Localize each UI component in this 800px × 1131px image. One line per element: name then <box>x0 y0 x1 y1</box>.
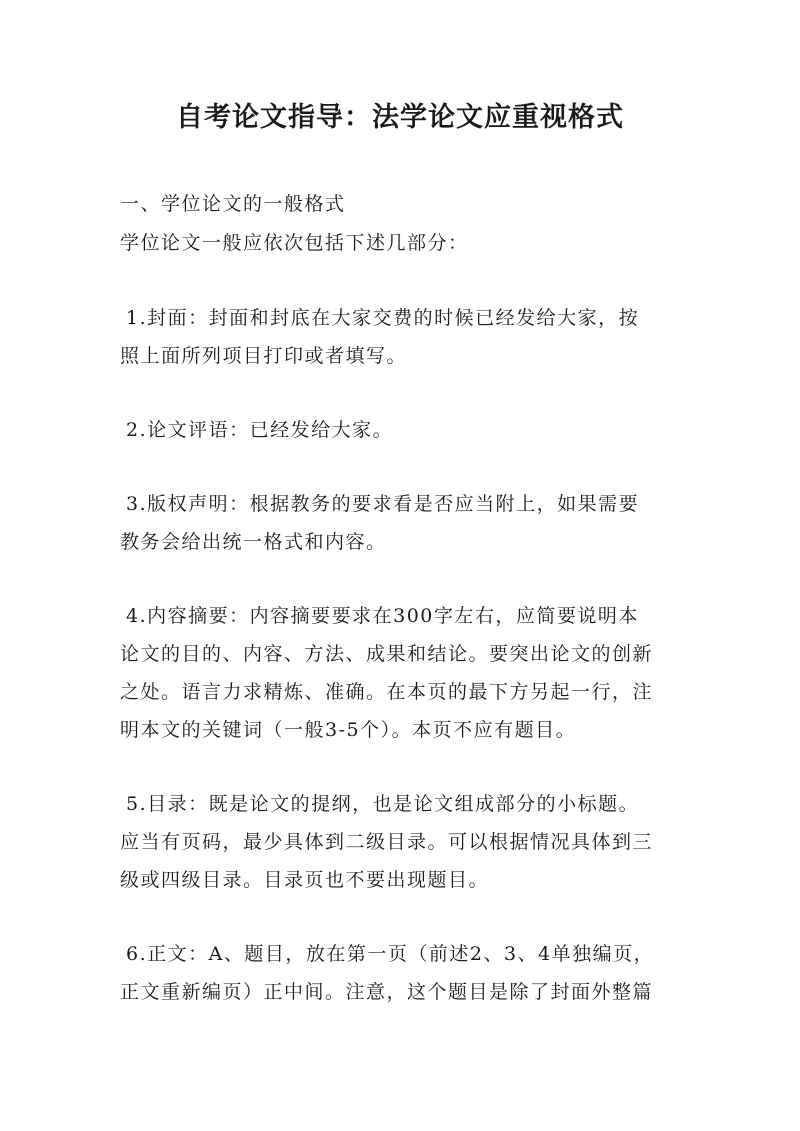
item-3-line-1: 3.版权声明：根据教务的要求看是否应当附上，如果需要 <box>126 493 640 515</box>
item-1-line-1: 1.封面：封面和封底在大家交费的时候已经发给大家，按 <box>126 307 640 329</box>
section-heading: 一、学位论文的一般格式 <box>120 193 346 215</box>
item-5-line-1: 5.目录：既是论文的提纲，也是论文组成部分的小标题。 <box>126 793 640 815</box>
item-2-line-1: 2.论文评语：已经发给大家。 <box>126 419 394 441</box>
item-3-line-2: 教务会给出统一格式和内容。 <box>120 531 387 553</box>
item-6-line-1: 6.正文：A、题目，放在第一页（前述2、3、4单独编页， <box>126 943 655 965</box>
item-4-line-2: 论文的目的、内容、方法、成果和结论。要突出论文的创新 <box>120 643 654 665</box>
intro-paragraph: 学位论文一般应依次包括下述几部分： <box>120 232 469 254</box>
item-5-line-2: 应当有页码，最少具体到二级目录。可以根据情况具体到三 <box>120 831 654 853</box>
item-4-line-4: 明本文的关键词（一般3-5个）。本页不应有题目。 <box>120 719 577 741</box>
item-1-line-2: 照上面所列项目打印或者填写。 <box>120 345 408 367</box>
item-4-line-1: 4.内容摘要：内容摘要要求在300字左右，应简要说明本 <box>126 605 639 627</box>
item-4-line-3: 之处。语言力求精炼、准确。在本页的最下方另起一行，注 <box>120 681 654 703</box>
item-6-line-2: 正文重新编页）正中间。注意，这个题目是除了封面外整篇 <box>120 981 654 1003</box>
document-title: 自考论文指导：法学论文应重视格式 <box>176 102 624 133</box>
item-5-line-3: 级或四级目录。目录页也不要出现题目。 <box>120 869 490 891</box>
